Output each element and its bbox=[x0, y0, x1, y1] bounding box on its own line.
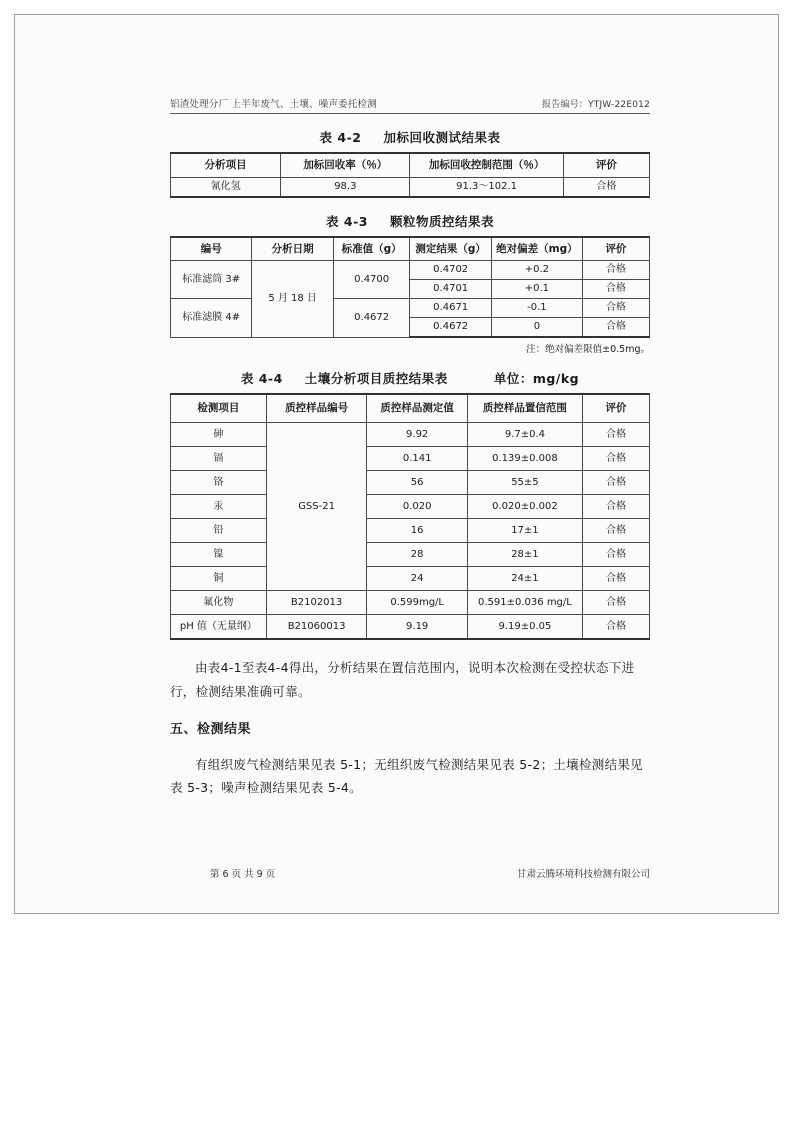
cell-qc-confidence-range: 28±1 bbox=[467, 543, 582, 567]
cell-measured-result: 0.4672 bbox=[410, 318, 491, 338]
cell-qc-measured-value: 0.141 bbox=[367, 447, 468, 471]
cell-absolute-deviation: +0.1 bbox=[491, 280, 582, 299]
cell-evaluation: 合格 bbox=[582, 318, 649, 338]
table-row bbox=[171, 261, 650, 280]
th-measured-result: 测定结果（g） bbox=[410, 237, 491, 261]
th-standard-value: 标准值（g） bbox=[333, 237, 410, 261]
cell-control-range: 91.3～102.1 bbox=[410, 177, 563, 197]
table-row bbox=[171, 394, 650, 423]
cell-evaluation: 合格 bbox=[563, 177, 649, 197]
cell-measured-result: 0.4671 bbox=[410, 299, 491, 318]
cell-test-item: 镉 bbox=[171, 447, 267, 471]
cell-evaluation: 合格 bbox=[582, 423, 649, 447]
cell-sample-id: 标准滤膜 4# bbox=[171, 299, 252, 338]
cell-absolute-deviation: 0 bbox=[491, 318, 582, 338]
cell-analysis-date: 5 月 18 日 bbox=[252, 261, 333, 338]
cell-qc-sample-code: GSS-21 bbox=[266, 423, 367, 591]
table-row bbox=[171, 471, 650, 495]
table-4-4-unit: 单位：mg/kg bbox=[493, 371, 580, 387]
cell-qc-sample-code: B21060013 bbox=[266, 615, 367, 640]
cell-evaluation: 合格 bbox=[582, 299, 649, 318]
cell-qc-measured-value: 56 bbox=[367, 471, 468, 495]
cell-evaluation: 合格 bbox=[582, 471, 649, 495]
table-4-4 bbox=[170, 393, 650, 640]
cell-qc-measured-value: 28 bbox=[367, 543, 468, 567]
table-4-3-number: 表 4-3 bbox=[326, 213, 368, 229]
cell-standard-value: 0.4700 bbox=[333, 261, 410, 299]
cell-qc-measured-value: 16 bbox=[367, 519, 468, 543]
table-4-3-title bbox=[170, 212, 650, 230]
cell-qc-measured-value: 24 bbox=[367, 567, 468, 591]
cell-test-item: 铜 bbox=[171, 567, 267, 591]
th-analysis-item: 分析项目 bbox=[171, 153, 281, 177]
cell-analysis-item: 氰化氢 bbox=[171, 177, 281, 197]
cell-qc-measured-value: 9.19 bbox=[367, 615, 468, 640]
cell-test-item: 铅 bbox=[171, 519, 267, 543]
th-qc-confidence-range: 质控样品置信范围 bbox=[467, 394, 582, 423]
table-row bbox=[171, 495, 650, 519]
th-recovery-rate: 加标回收率（％） bbox=[281, 153, 410, 177]
cell-absolute-deviation: +0.2 bbox=[491, 261, 582, 280]
cell-evaluation: 合格 bbox=[582, 519, 649, 543]
table-row bbox=[171, 153, 650, 177]
table-4-3-caption: 颗粒物质控结果表 bbox=[389, 213, 494, 229]
th-evaluation: 评价 bbox=[582, 237, 649, 261]
th-control-range: 加标回收控制范围（％） bbox=[410, 153, 563, 177]
cell-qc-measured-value: 9.92 bbox=[367, 423, 468, 447]
th-test-item: 检测项目 bbox=[171, 394, 267, 423]
cell-test-item: 铬 bbox=[171, 471, 267, 495]
header-left-text: 铝渣处理分厂 上半年废气、土壤、噪声委托检测 bbox=[170, 99, 377, 110]
table-row bbox=[171, 237, 650, 261]
cell-qc-confidence-range: 9.19±0.05 bbox=[467, 615, 582, 640]
cell-absolute-deviation: -0.1 bbox=[491, 299, 582, 318]
cell-evaluation: 合格 bbox=[582, 495, 649, 519]
table-4-4-title bbox=[170, 369, 650, 387]
table-4-2 bbox=[170, 152, 650, 198]
table-row bbox=[171, 423, 650, 447]
results-reference-paragraph: 有组织废气检测结果见表 5-1；无组织废气检测结果见表 5-2；土壤检测结果见表 5-3；噪声检测结果见表 5-4。 bbox=[170, 756, 643, 796]
cell-qc-confidence-range: 24±1 bbox=[467, 567, 582, 591]
th-absolute-deviation: 绝对偏差（mg） bbox=[491, 237, 582, 261]
table-row bbox=[171, 177, 650, 197]
table-4-2-title bbox=[170, 128, 650, 146]
table-4-2-number: 表 4-2 bbox=[319, 130, 362, 145]
page-content bbox=[170, 96, 650, 813]
cell-qc-confidence-range: 0.020±0.002 bbox=[467, 495, 582, 519]
cell-recovery-rate: 98.3 bbox=[281, 177, 410, 197]
cell-qc-confidence-range: 17±1 bbox=[467, 519, 582, 543]
cell-test-item: pH 值（无量纲） bbox=[171, 615, 267, 640]
cell-evaluation: 合格 bbox=[582, 591, 649, 615]
table-row bbox=[171, 615, 650, 640]
table-4-4-number: 表 4-4 bbox=[240, 371, 283, 387]
table-4-4-caption: 土壤分析项目质控结果表 bbox=[304, 371, 448, 387]
cell-test-item: 汞 bbox=[171, 495, 267, 519]
table-row bbox=[171, 447, 650, 471]
cell-test-item: 砷 bbox=[171, 423, 267, 447]
cell-measured-result: 0.4702 bbox=[410, 261, 491, 280]
page-footer bbox=[170, 866, 650, 880]
cell-qc-confidence-range: 0.139±0.008 bbox=[467, 447, 582, 471]
cell-qc-measured-value: 0.020 bbox=[367, 495, 468, 519]
cell-qc-confidence-range: 0.591±0.036 mg/L bbox=[467, 591, 582, 615]
cell-evaluation: 合格 bbox=[582, 567, 649, 591]
th-sample-id: 编号 bbox=[171, 237, 252, 261]
section-title-results: 五、检测结果 bbox=[170, 721, 252, 737]
table-row bbox=[171, 299, 650, 318]
table-row bbox=[171, 543, 650, 567]
th-evaluation: 评价 bbox=[563, 153, 649, 177]
table-row bbox=[171, 591, 650, 615]
header-report-number: 报告编号：YTJW-22E012 bbox=[542, 100, 650, 110]
cell-qc-sample-code: B2102013 bbox=[266, 591, 367, 615]
cell-test-item: 氟化物 bbox=[171, 591, 267, 615]
cell-measured-result: 0.4701 bbox=[410, 280, 491, 299]
cell-test-item: 镍 bbox=[171, 543, 267, 567]
footer-page-number: 第 6 页 共 9 页 bbox=[210, 869, 276, 880]
conclusion-paragraph: 由表4-1至表4-4得出，分析结果在置信范围内，说明本次检测在受控状态下进行，检测结果准确可靠。 bbox=[170, 660, 635, 699]
cell-sample-id: 标准滤筒 3# bbox=[171, 261, 252, 299]
page-header bbox=[170, 96, 650, 114]
table-4-3-note: 注：绝对偏差限值±0.5mg。 bbox=[526, 344, 650, 356]
th-analysis-date: 分析日期 bbox=[252, 237, 333, 261]
cell-qc-confidence-range: 9.7±0.4 bbox=[467, 423, 582, 447]
table-4-3 bbox=[170, 236, 650, 339]
cell-evaluation: 合格 bbox=[582, 280, 649, 299]
cell-evaluation: 合格 bbox=[582, 615, 649, 640]
th-qc-sample-code: 质控样品编号 bbox=[266, 394, 367, 423]
cell-qc-measured-value: 0.599mg/L bbox=[367, 591, 468, 615]
table-4-2-caption: 加标回收测试结果表 bbox=[383, 130, 501, 145]
table-row bbox=[171, 567, 650, 591]
cell-evaluation: 合格 bbox=[582, 447, 649, 471]
cell-standard-value: 0.4672 bbox=[333, 299, 410, 338]
cell-evaluation: 合格 bbox=[582, 261, 649, 280]
cell-evaluation: 合格 bbox=[582, 543, 649, 567]
footer-company-name: 甘肃云腾环境科技检测有限公司 bbox=[516, 869, 650, 880]
cell-qc-confidence-range: 55±5 bbox=[467, 471, 582, 495]
th-evaluation: 评价 bbox=[582, 394, 649, 423]
table-row bbox=[171, 519, 650, 543]
th-qc-measured-value: 质控样品测定值 bbox=[367, 394, 468, 423]
